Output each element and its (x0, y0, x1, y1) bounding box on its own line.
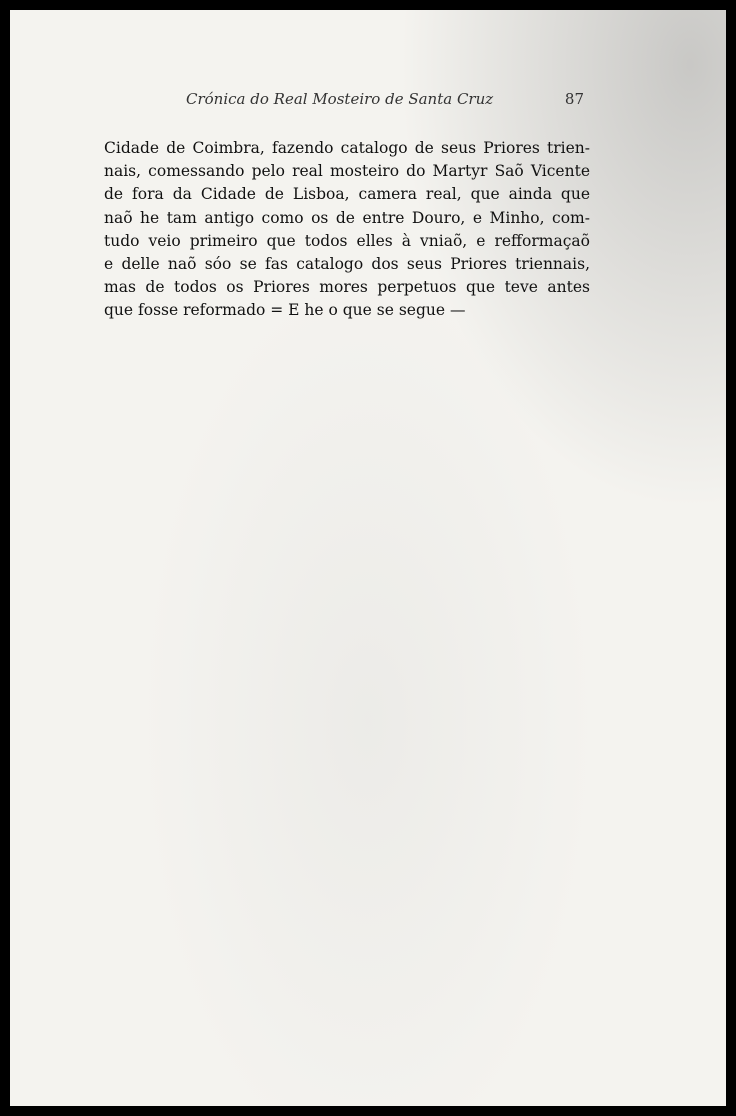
text-line: Cidade de Coimbra, fazendo catalogo de seus Priores trien- (104, 139, 590, 157)
text-line: e delle naõ sóo se fas catalogo dos seus Priores triennais, (104, 255, 590, 274)
book-page (10, 10, 726, 1106)
running-title: Crónica do Real Mosteiro de Santa Cruz (186, 90, 494, 108)
running-header (186, 90, 584, 114)
page-number: 87 (564, 90, 584, 108)
text-line: de fora da Cidade de Lisboa, camera real, que ainda que (104, 185, 590, 204)
text-line: naõ he tam antigo como os de entre Douro, e Minho, com- (104, 208, 590, 227)
text-line: mas de todos os Priores mores perpetuos que teve antes (104, 278, 590, 297)
text-line: que fosse reformado = E he o que se segue — (104, 301, 466, 320)
text-line: tudo veio primeiro que todos elles à vniaõ, e refformaçaõ (104, 231, 590, 250)
body-paragraph (104, 137, 590, 323)
text-line: nais, comessando pelo real mosteiro do Martyr Saõ Vicente (104, 162, 590, 181)
